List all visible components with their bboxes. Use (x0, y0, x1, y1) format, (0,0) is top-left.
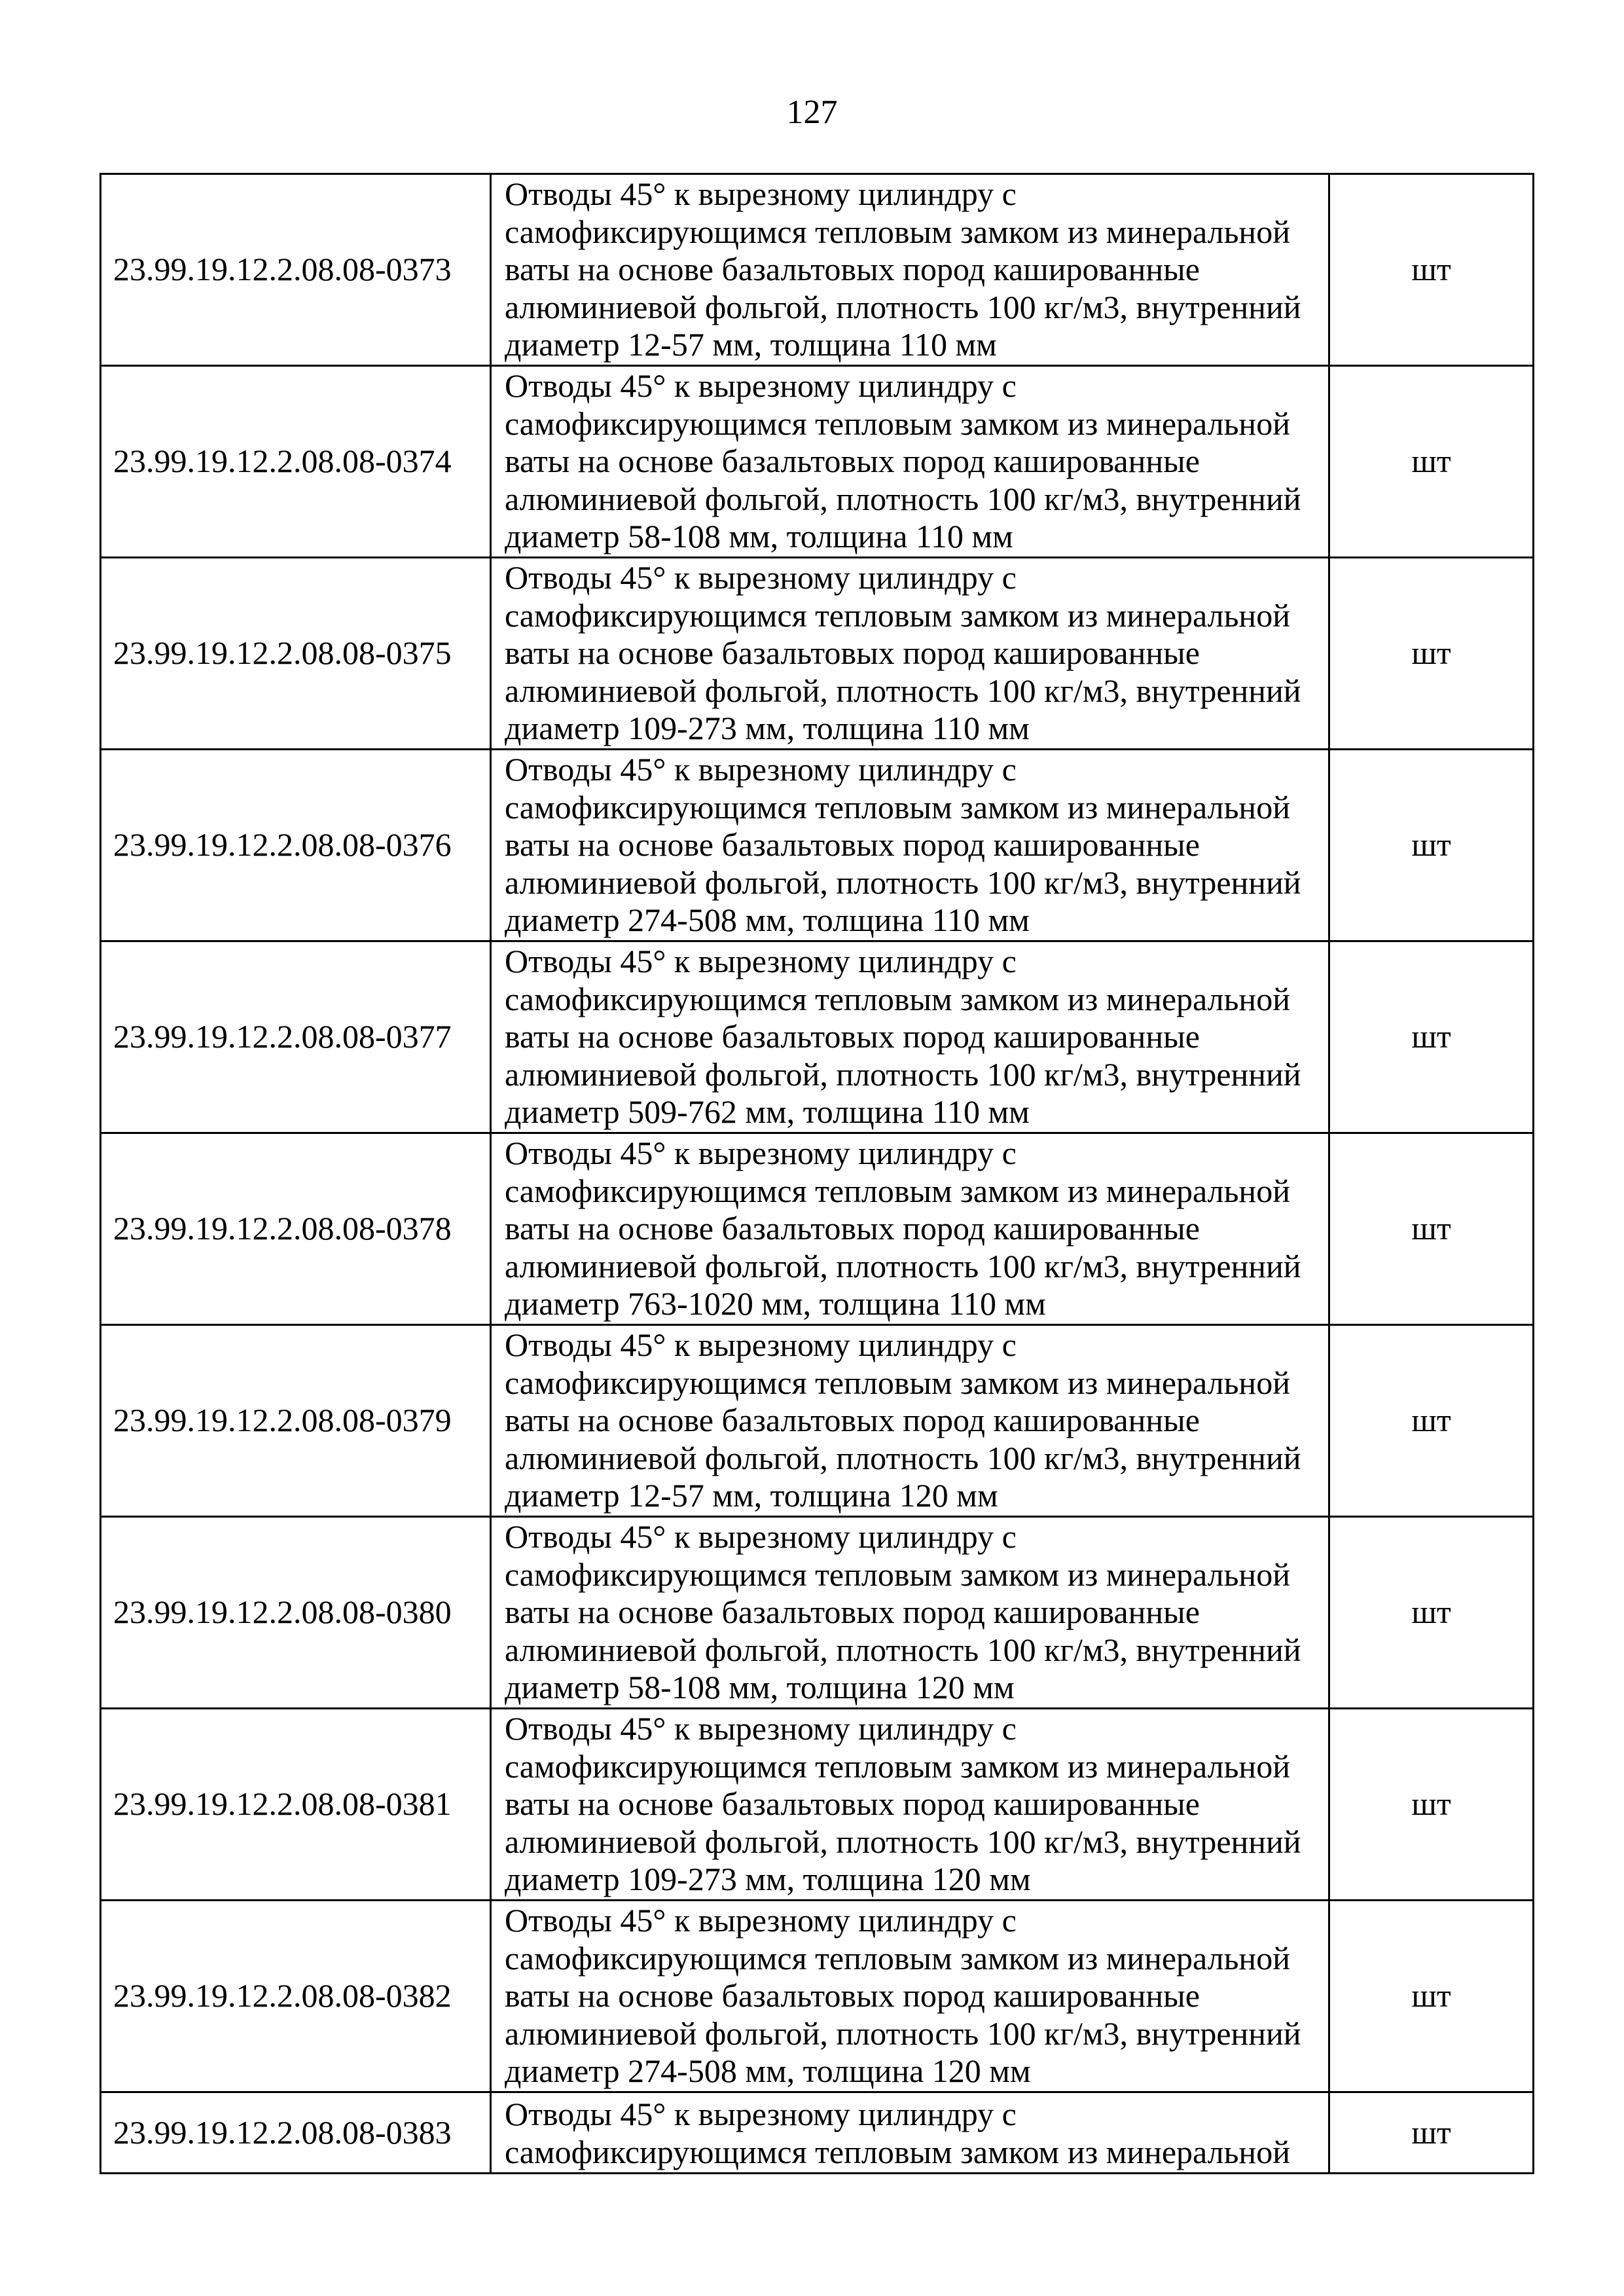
description-line: алюминиевой фольгой, плотность 100 кг/м3, внутренний (505, 1823, 1301, 1860)
resource-description (491, 1325, 1329, 1517)
description-line: самофиксирующимся тепловым замком из минеральной (505, 213, 1290, 250)
resource-description (491, 1901, 1329, 2092)
unit-of-measure: шт (1329, 1517, 1534, 1709)
unit-of-measure: шт (1329, 1133, 1534, 1325)
resource-description (491, 558, 1329, 750)
description-line: самофиксирующимся тепловым замком из минеральной (505, 596, 1290, 634)
resource-code: 23.99.19.12.2.08.08-0373 (101, 174, 491, 366)
description-line: ваты на основе базальтовых пород кашированные (505, 1785, 1200, 1823)
description-line: Отводы 45° к вырезному цилиндру с (505, 2096, 1017, 2132)
resource-code: 23.99.19.12.2.08.08-0380 (101, 1517, 491, 1709)
description-line: самофиксирующимся тепловым замком из минеральной (505, 1556, 1290, 1593)
description-line: алюминиевой фольгой, плотность 100 кг/м3, внутренний (505, 1439, 1301, 1476)
description-line: Отводы 45° к вырезному цилиндру с (505, 175, 1017, 213)
description-line: ваты на основе базальтовых пород кашированные (505, 1210, 1200, 1247)
description-line: ваты на основе базальтовых пород кашированные (505, 1402, 1200, 1439)
description-line: ваты на основе базальтовых пород кашированные (505, 443, 1200, 480)
description-line: диаметр 109-273 мм, толщина 110 мм (505, 710, 1030, 747)
table-row (101, 1325, 1534, 1517)
description-line: алюминиевой фольгой, плотность 100 кг/м3, внутренний (505, 1055, 1301, 1093)
table-row (101, 1901, 1534, 2092)
resource-description (491, 941, 1329, 1133)
resource-description (491, 750, 1329, 941)
description-line: самофиксирующимся тепловым замком из минеральной (505, 405, 1290, 442)
description-line: Отводы 45° к вырезному цилиндру с (505, 1135, 1017, 1172)
table-row (101, 558, 1534, 750)
description-line: алюминиевой фольгой, плотность 100 кг/м3, внутренний (505, 2014, 1301, 2052)
table-row (101, 750, 1534, 941)
unit-of-measure: шт (1329, 366, 1534, 558)
description-line: диаметр 58-108 мм, толщина 120 мм (505, 1669, 1015, 1706)
resource-code: 23.99.19.12.2.08.08-0378 (101, 1133, 491, 1325)
unit-of-measure: шт (1329, 1709, 1534, 1901)
description-line: ваты на основе базальтовых пород кашированные (505, 1977, 1200, 2014)
resource-code: 23.99.19.12.2.08.08-0381 (101, 1709, 491, 1901)
unit-of-measure: шт (1329, 1901, 1534, 2092)
description-line: ваты на основе базальтовых пород кашированные (505, 1594, 1200, 1631)
specification-table (99, 173, 1534, 2174)
table-row (101, 2092, 1534, 2174)
description-line: алюминиевой фольгой, плотность 100 кг/м3, внутренний (505, 1631, 1301, 1668)
description-line: Отводы 45° к вырезному цилиндру с (505, 1326, 1017, 1364)
resource-description (491, 1517, 1329, 1709)
description-line: ваты на основе базальтовых пород кашированные (505, 251, 1200, 288)
description-line: самофиксирующимся тепловым замком из минеральной (505, 1747, 1290, 1785)
description-line: диаметр 509-762 мм, толщина 110 мм (505, 1093, 1030, 1131)
unit-of-measure: шт (1329, 2092, 1534, 2174)
table-row (101, 1133, 1534, 1325)
unit-of-measure: шт (1329, 941, 1534, 1133)
description-line: диаметр 274-508 мм, толщина 120 мм (505, 2052, 1031, 2090)
description-line: ваты на основе базальтовых пород кашированные (505, 826, 1200, 864)
resource-description (491, 1709, 1329, 1901)
description-line: алюминиевой фольгой, плотность 100 кг/м3, внутренний (505, 480, 1301, 517)
description-line: алюминиевой фольгой, плотность 100 кг/м3, внутренний (505, 672, 1301, 709)
table-row (101, 941, 1534, 1133)
resource-code: 23.99.19.12.2.08.08-0376 (101, 750, 491, 941)
description-line: диаметр 274-508 мм, толщина 110 мм (505, 902, 1030, 939)
description-line: Отводы 45° к вырезному цилиндру с (505, 1518, 1017, 1556)
description-line: самофиксирующимся тепловым замком из минеральной (505, 1364, 1290, 1401)
unit-of-measure: шт (1329, 174, 1534, 366)
description-line: Отводы 45° к вырезному цилиндру с (505, 367, 1017, 405)
description-line: алюминиевой фольгой, плотность 100 кг/м3, внутренний (505, 1247, 1301, 1285)
description-line: самофиксирующимся тепловым замком из минеральной (505, 1172, 1290, 1209)
description-line: ваты на основе базальтовых пород кашированные (505, 634, 1200, 672)
unit-of-measure: шт (1329, 558, 1534, 750)
description-line: алюминиевой фольгой, плотность 100 кг/м3, внутренний (505, 288, 1301, 325)
description-line: Отводы 45° к вырезному цилиндру с (505, 751, 1017, 788)
description-line: диаметр 109-273 мм, толщина 120 мм (505, 1861, 1031, 1898)
unit-of-measure: шт (1329, 1325, 1534, 1517)
resource-code: 23.99.19.12.2.08.08-0374 (101, 366, 491, 558)
description-line: Отводы 45° к вырезному цилиндру с (505, 943, 1017, 980)
resource-code: 23.99.19.12.2.08.08-0382 (101, 1901, 491, 2092)
description-line: самофиксирующимся тепловым замком из минеральной (505, 2133, 1290, 2170)
resource-description (491, 366, 1329, 558)
resource-code: 23.99.19.12.2.08.08-0375 (101, 558, 491, 750)
description-line: самофиксирующимся тепловым замком из минеральной (505, 1939, 1290, 1977)
resource-code: 23.99.19.12.2.08.08-0379 (101, 1325, 491, 1517)
resource-code: 23.99.19.12.2.08.08-0383 (101, 2092, 491, 2174)
description-line: диаметр 763-1020 мм, толщина 110 мм (505, 1285, 1046, 1322)
description-line: самофиксирующимся тепловым замком из минеральной (505, 788, 1290, 826)
resource-description (491, 1133, 1329, 1325)
description-line: Отводы 45° к вырезному цилиндру с (505, 1902, 1017, 1939)
description-line: самофиксирующимся тепловым замком из минеральной (505, 980, 1290, 1017)
resource-description (491, 2092, 1329, 2174)
unit-of-measure: шт (1329, 750, 1534, 941)
resource-description (491, 174, 1329, 366)
table-row (101, 1517, 1534, 1709)
table-row (101, 174, 1534, 366)
description-line: алюминиевой фольгой, плотность 100 кг/м3, внутренний (505, 864, 1301, 901)
table-row (101, 1709, 1534, 1901)
description-line: диаметр 12-57 мм, толщина 120 мм (505, 1477, 998, 1514)
page-number: 127 (786, 94, 838, 131)
resource-code: 23.99.19.12.2.08.08-0377 (101, 941, 491, 1133)
description-line: диаметр 12-57 мм, толщина 110 мм (505, 326, 997, 363)
description-line: диаметр 58-108 мм, толщина 110 мм (505, 518, 1013, 555)
description-line: ваты на основе базальтовых пород кашированные (505, 1018, 1200, 1055)
description-line: Отводы 45° к вырезному цилиндру с (505, 1710, 1017, 1747)
table-row (101, 366, 1534, 558)
description-line: Отводы 45° к вырезному цилиндру с (505, 559, 1017, 596)
